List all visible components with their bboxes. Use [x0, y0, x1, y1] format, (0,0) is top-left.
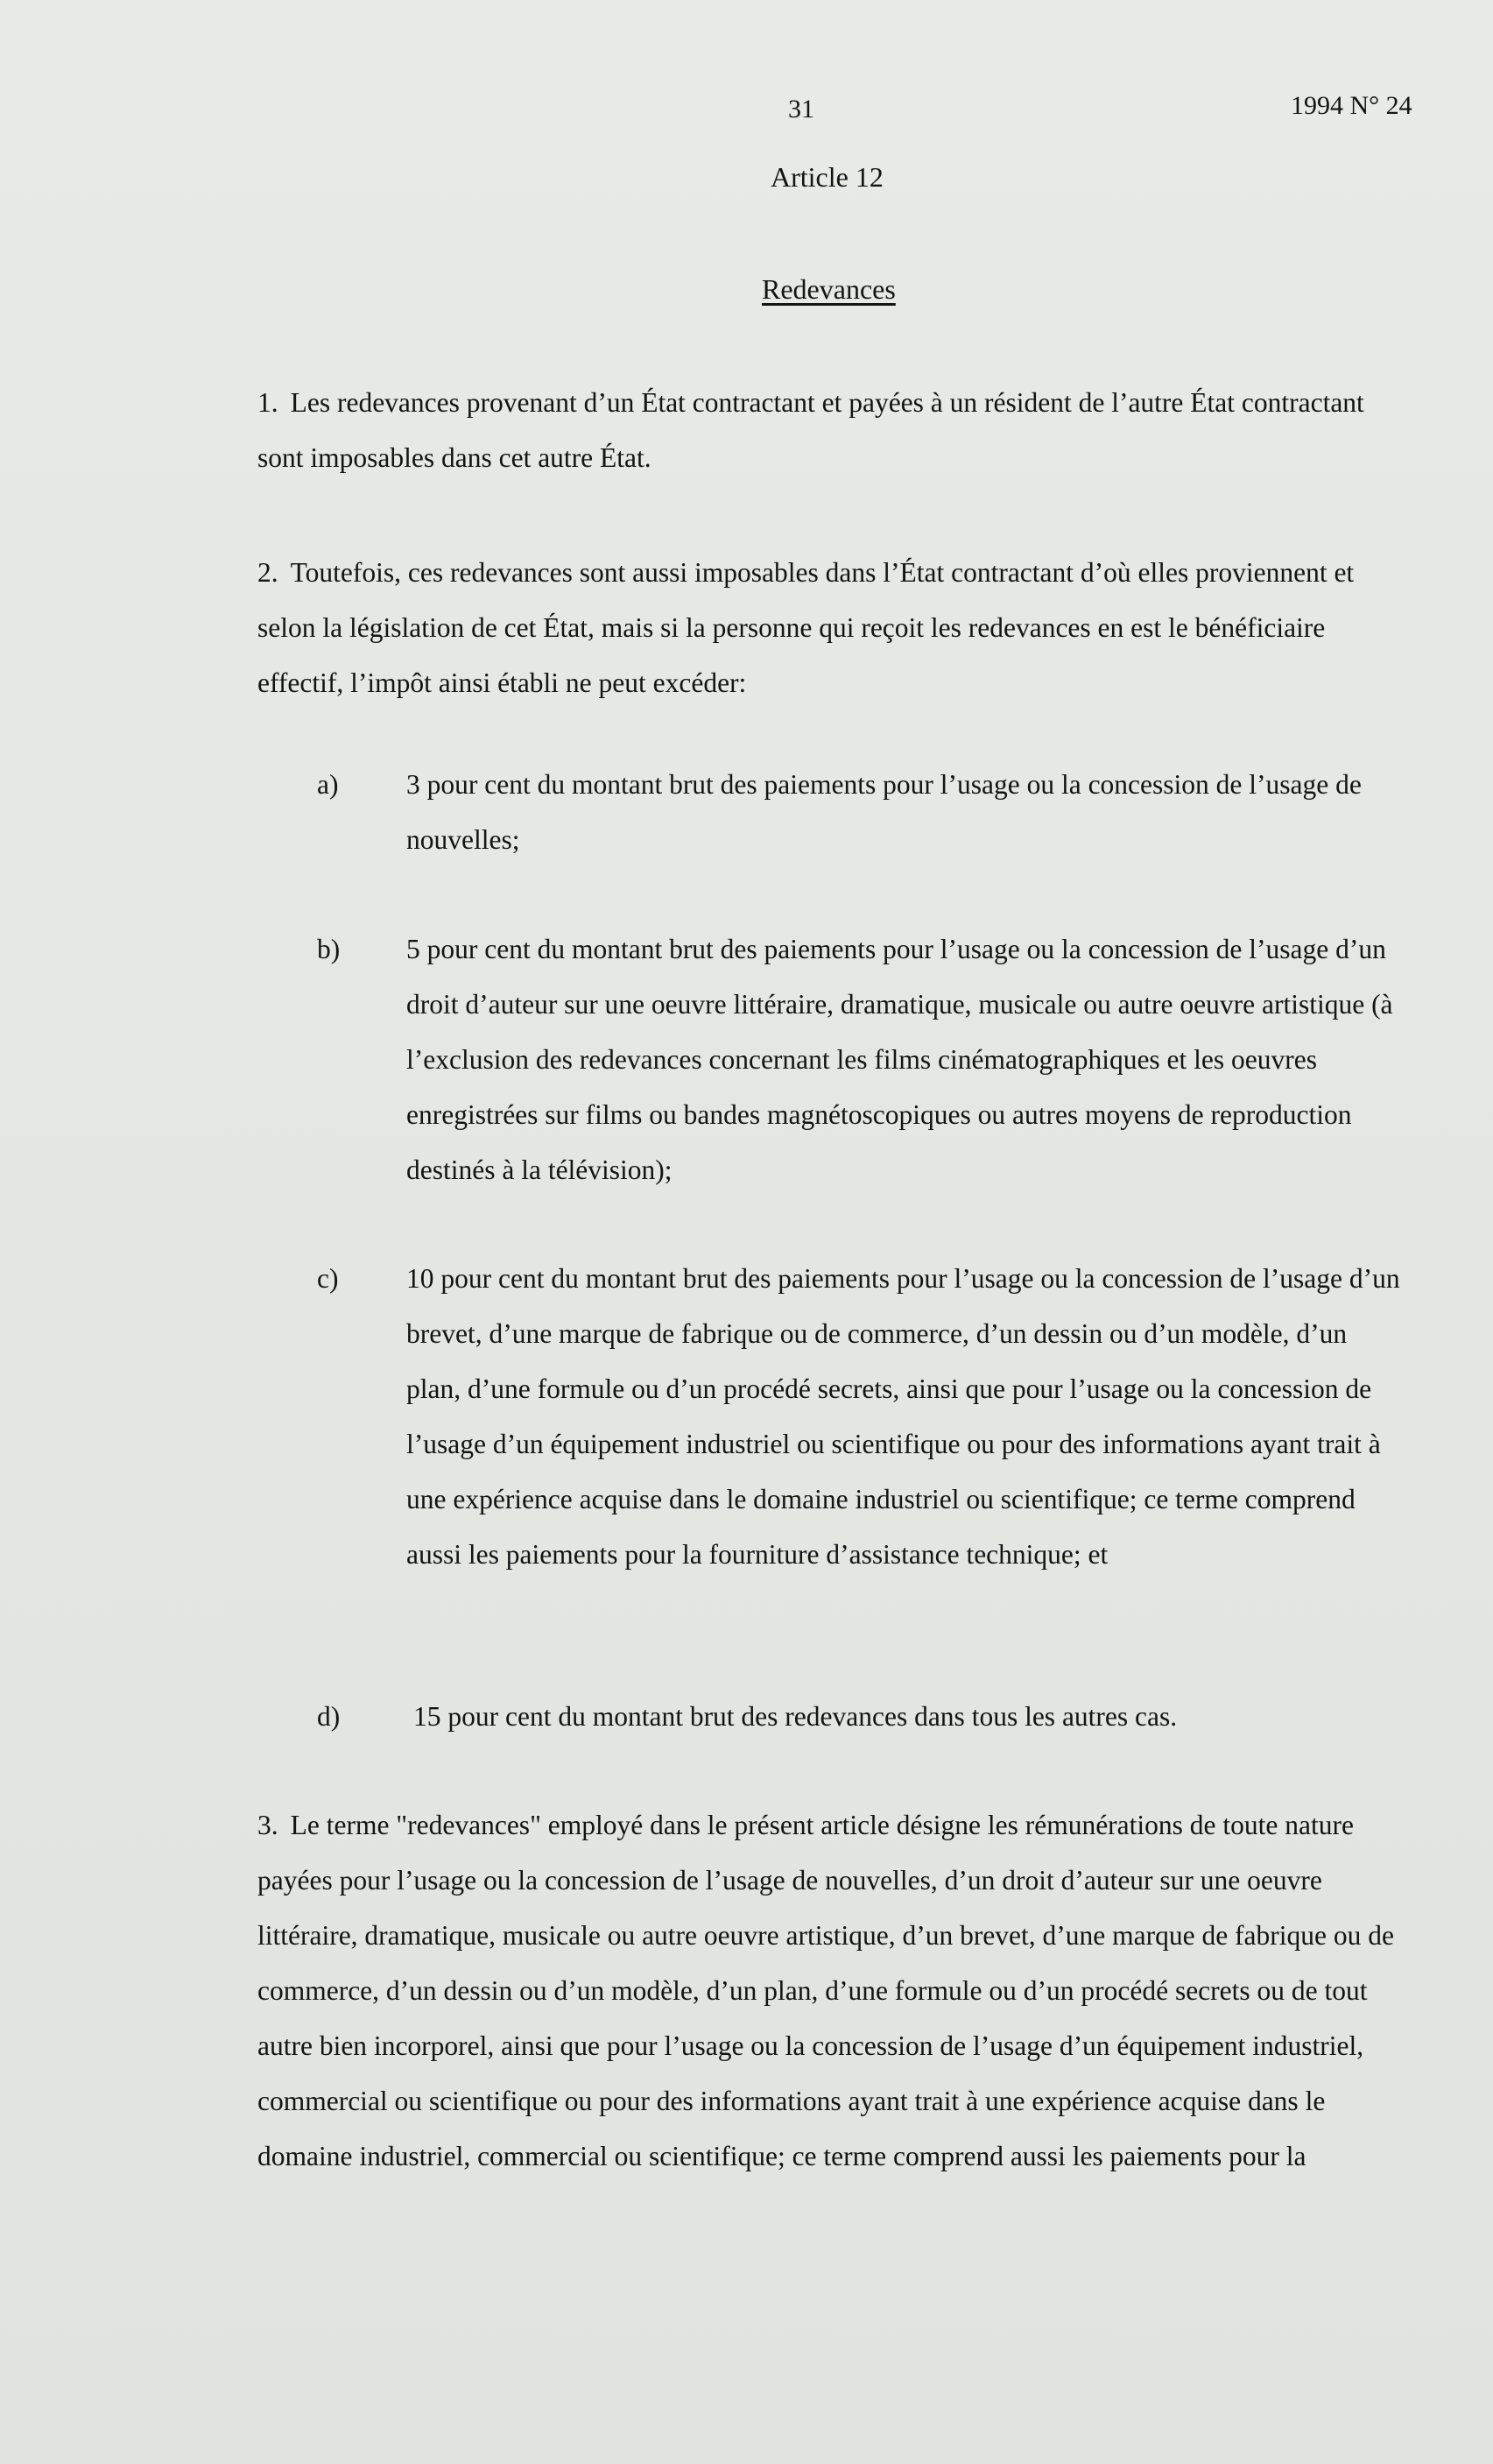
section-title: Redevances: [762, 273, 896, 305]
paragraph-3: [257, 1797, 1398, 2184]
item-text: 10 pour cent du montant brut des paiements pour l’usage ou la concession de l’usage d’un brevet, d’une marque de fabrique ou de commerce, d’un dessin ou d’un modèle, d’un plan, d’une formule ou d’un procédé secrets, ainsi que pour l’usage ou la concession de l’usage d’un équipement industriel ou scientifique ou pour des informations ayant trait à une expérience acquise dans le domaine industriel ou scientifique; ce terme comprend aussi les paiements pour la fourniture d’assistance technique; et: [406, 1263, 1400, 1570]
item-letter: c): [317, 1263, 339, 1294]
article-title: Article 12: [771, 161, 884, 193]
item-text: 3 pour cent du montant brut des paiements pour l’usage ou la concession de l’usage de nouvelles;: [406, 769, 1362, 855]
paragraph-number: 3.: [257, 1810, 278, 1840]
item-letter: d): [317, 1701, 341, 1732]
item-letter: a): [317, 769, 339, 800]
paragraph-text: Le terme "redevances" employé dans le présent article désigne les rémunérations de toute nature payées pour l’usage ou la concession de l’usage de nouvelles, d’un droit d’auteur sur une oeuvre littéraire, dramatique, musicale ou autre oeuvre artistique, d’un brevet, d’une marque de fabrique ou de commerce, d’un dessin ou d’un modèle, d’un plan, d’une formule ou d’un procédé secrets ou de tout autre bien incorporel, ainsi que pour l’usage ou la concession de l’usage d’un équipement industriel, commercial ou scientifique ou pour des informations ayant trait à une expérience acquise dans le domaine industriel, commercial ou scientifique; ce terme comprend aussi les paiements pour la: [257, 1810, 1394, 2171]
page-number: 31: [788, 95, 814, 124]
paragraph-number: 2.: [257, 557, 278, 588]
item-text: 5 pour cent du montant brut des paiements pour l’usage ou la concession de l’usage d’un droit d’auteur sur une oeuvre littéraire, dramatique, musicale ou autre oeuvre artistique (à l’exclusion des redevances concernant les films cinématographiques et les oeuvres enregistrées sur films ou bandes magnétoscopiques ou autres moyens de reproduction destinés à la télévision);: [406, 934, 1393, 1185]
paragraph-2: [257, 545, 1398, 710]
item-text: 15 pour cent du montant brut des redevances dans tous les autres cas.: [413, 1701, 1178, 1732]
publication-reference: 1994 N° 24: [1291, 91, 1412, 120]
paragraph-1: [257, 375, 1398, 485]
paragraph-text: Toutefois, ces redevances sont aussi imposables dans l’État contractant d’où elles proviennent et selon la législation de cet État, mais si la personne qui reçoit les redevances en est le bénéficiaire effectif, l’impôt ainsi établi ne peut excéder:: [257, 557, 1355, 698]
item-letter: b): [317, 934, 341, 964]
paragraph-text: Les redevances provenant d’un État contractant et payées à un résident de l’autre État contractant sont imposables dans cet autre État.: [257, 387, 1364, 473]
paragraph-number: 1.: [257, 387, 278, 418]
